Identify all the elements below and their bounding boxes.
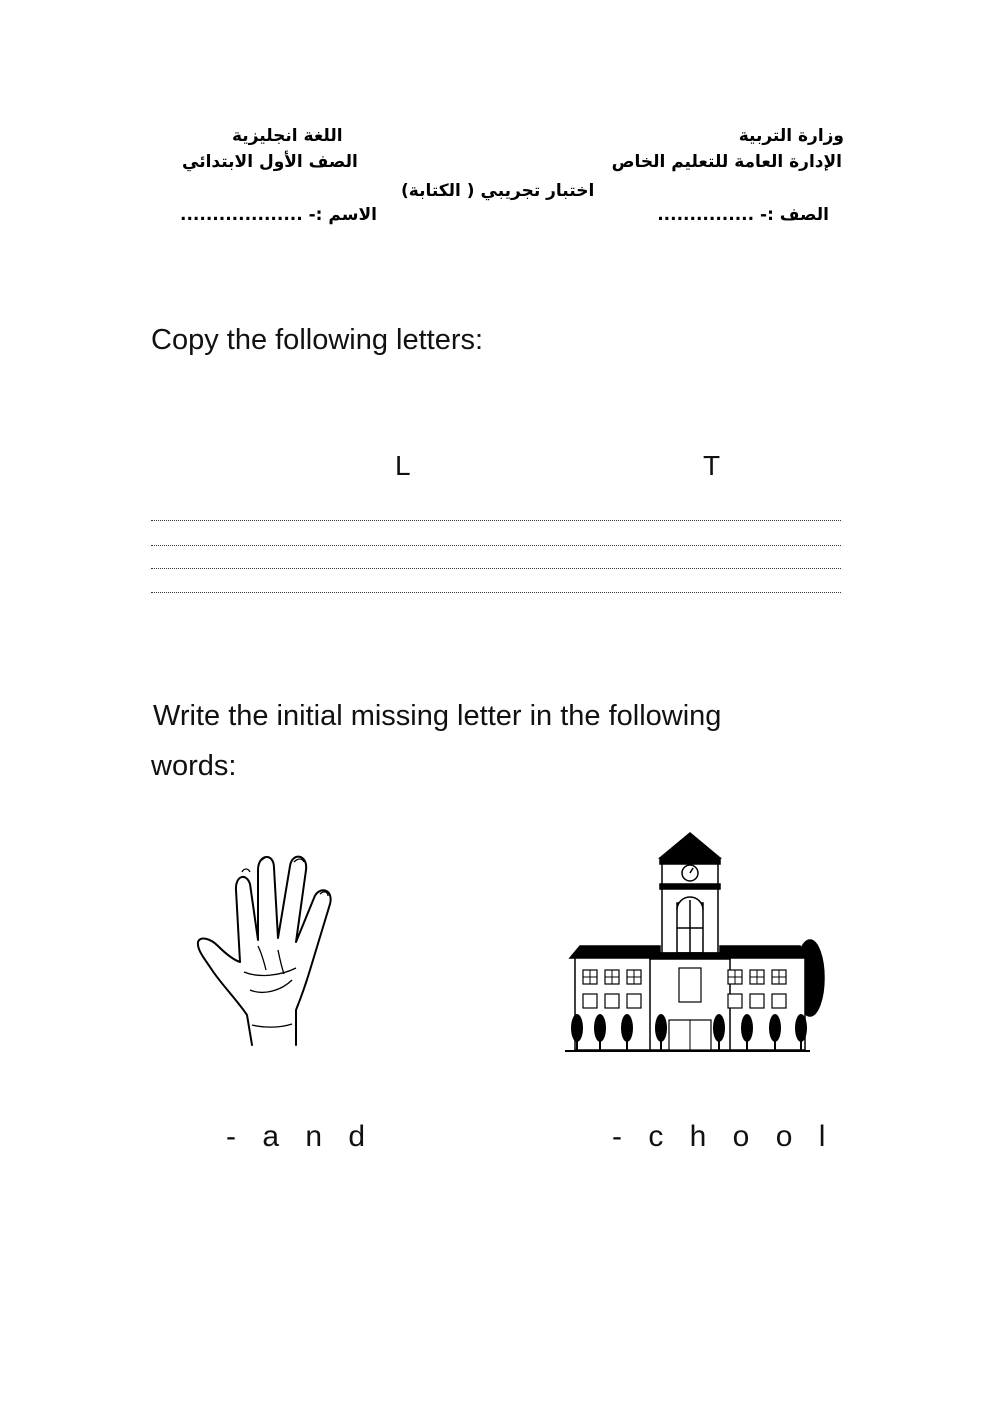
ministry-title: وزارة التربية — [738, 126, 844, 146]
hand-picture — [192, 850, 352, 1050]
school-building-picture — [565, 828, 825, 1063]
writing-line[interactable] — [151, 592, 841, 593]
name-field[interactable]: الاسم :- ................... — [180, 205, 377, 225]
copy-letters-instruction: Copy the following letters: — [151, 324, 484, 356]
word-school-missing-letter[interactable]: - c h o o l — [612, 1120, 835, 1153]
missing-letter-instruction-line2: words: — [151, 750, 237, 782]
writing-line[interactable] — [151, 568, 841, 569]
writing-line[interactable] — [151, 520, 841, 521]
writing-line[interactable] — [151, 545, 841, 546]
exam-title: اختبار تجريبي ( الكتابة) — [401, 181, 595, 201]
department-title: الإدارة العامة للتعليم الخاص — [611, 152, 842, 172]
subject-title: اللغة انجليزية — [232, 126, 343, 146]
class-field[interactable]: الصف :- ............... — [657, 205, 829, 225]
letter-t: T — [703, 450, 721, 481]
letter-l: L — [395, 450, 411, 481]
word-hand-missing-letter[interactable]: - a n d — [226, 1120, 375, 1153]
grade-title: الصف الأول الابتدائي — [182, 152, 358, 172]
missing-letter-instruction-line1: Write the initial missing letter in the following — [153, 700, 722, 732]
